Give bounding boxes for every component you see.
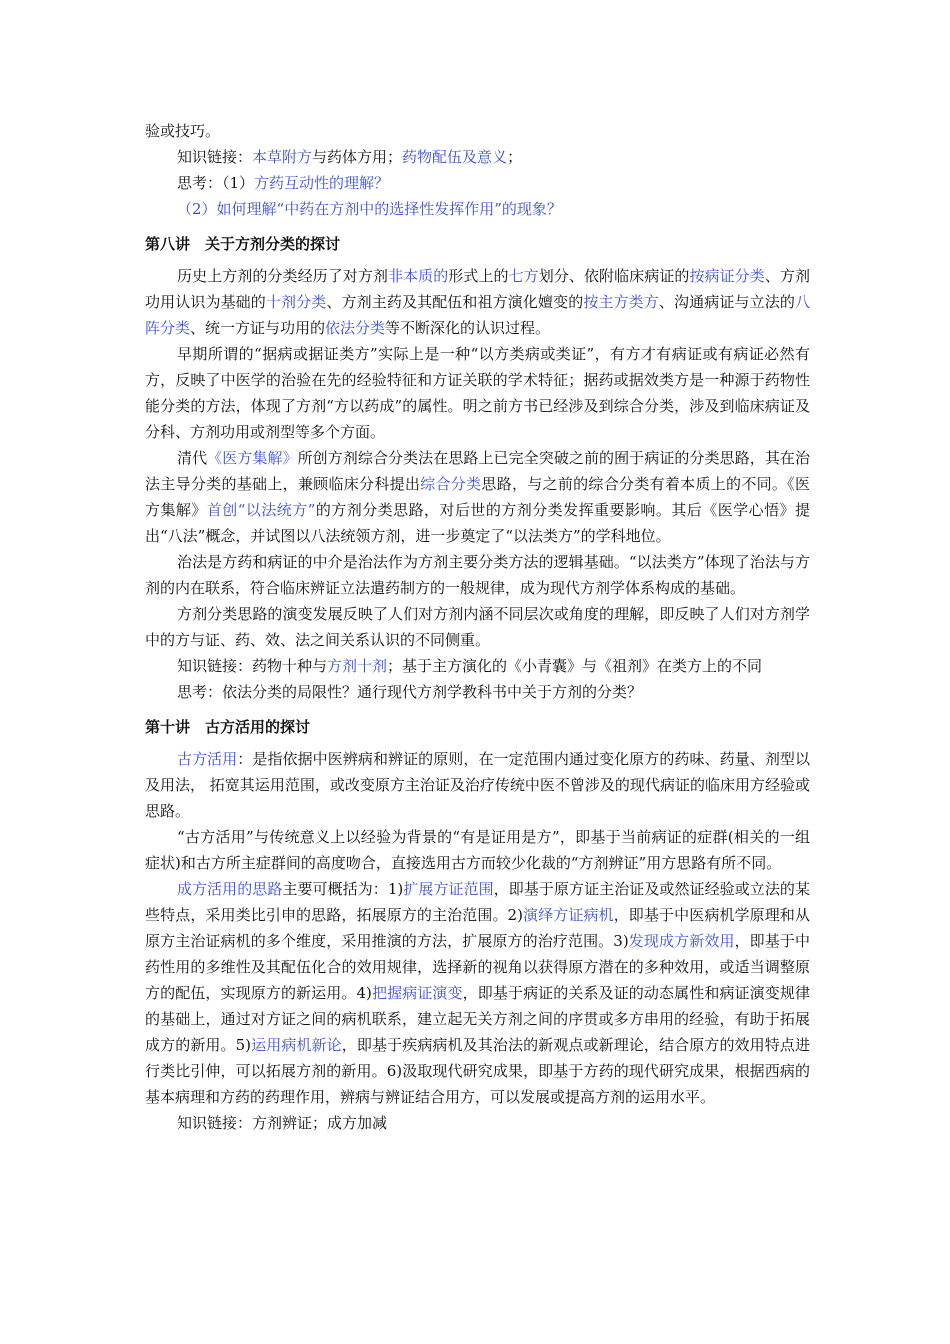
link-fangyao-hudong[interactable]: 方药互动性的理解？ (254, 174, 390, 192)
section-8-knowledge-link (145, 653, 810, 679)
inline-link[interactable]: 十剂分类 (265, 293, 327, 311)
section-10-paragraph-1 (145, 746, 810, 824)
inline-link[interactable]: 首创“以法统方” (206, 501, 316, 519)
section-8-paragraph-3 (145, 445, 810, 549)
paragraph-text: 思路，与之前的综合分类有着本质上的不同。《医方集解》 (145, 475, 810, 519)
paragraph-text: 形式上的 (448, 267, 509, 285)
section-10-title: 第十讲 古方活用的探讨 (145, 718, 311, 736)
paragraph-text: 、方剂功用认识为基础的 (145, 267, 810, 311)
section-8-paragraph-4: 治法是方药和病证的中介是治法作为方剂主要分类方法的逻辑基础。“以法类方”体现了治法与方剂的内在联系，符合临床辨证立法遣药制方的一般规律，成为现代方剂学体系构成的基础。 (145, 553, 810, 597)
paragraph-text: 划分、依附临床病证的 (538, 267, 690, 285)
section-8-paragraph-5: 方剂分类思路的演变发展反映了人们对方剂内涵不同层次或角度的理解，即反映了人们对方剂学中的方与证、药、效、法之间关系认识的不同侧重。 (145, 605, 810, 649)
section-8-paragraph-2: 早期所谓的“据病或据证类方”实际上是一种“以方类病或类证”，有方才有病证或有病证必然有方，反映了中医学的治验在先的经验特征和方证关联的学术特征；据药或据效类方是一种源于药物性能分类的方法，体现了方剂“方以药成”的属性。明之前方书已经涉及到综合分类，涉及到临床病证及分科、方剂功用或剂型等多个方面。 (145, 345, 810, 441)
inline-link[interactable]: 《医方集解》 (207, 449, 298, 467)
inline-link[interactable]: 成方活用的思路 (177, 880, 283, 898)
document-page (145, 118, 810, 1136)
knowledge-link-label: 知识链接： (177, 148, 253, 166)
paragraph-text: 、沟通病证与立法的 (658, 293, 795, 311)
section-10-knowledge-link: 知识链接：方剂辨证；成方加减 (177, 1114, 388, 1132)
continued-text: 验或技巧。 (145, 122, 221, 140)
inline-link[interactable]: 方剂十剂 (327, 657, 388, 675)
section-8-title: 第八讲 关于方剂分类的探讨 (145, 235, 341, 253)
inline-link[interactable]: 把握病证演变 (371, 984, 463, 1002)
think-line (145, 170, 810, 196)
paragraph-text: 历史上方剂的分类经历了对方剂 (177, 267, 388, 285)
link-gufang-huoyong[interactable]: 古方活用 (177, 750, 238, 768)
paragraph-text: 清代 (177, 449, 208, 467)
think-question-2[interactable]: （2）如何理解“中药在方剂中的选择性发挥作用”的现象？ (177, 200, 562, 218)
paragraph-text: 、方剂主药及其配伍和祖方演化嬗变的 (326, 293, 584, 311)
paragraph-text: ：是指依据中医辨病和辨证的原则，在一定范围内通过变化原方的药味、药量、剂型以及用法， 拓宽其运用范围，或改变原方主治证及治疗传统中医不曾涉及的现代病证的临床用方经验或思路。 (145, 750, 810, 820)
inline-link[interactable]: 按主方类方 (583, 293, 659, 311)
section-10-paragraph-2: “古方活用”与传统意义上以经验为背景的“有是证用是方”，即基于当前病证的症群(相关的一组症状)和古方所主症群间的高度吻合，直接选用古方而较少化裁的“方剂辨证”用方思路有所不同。 (145, 828, 810, 872)
paragraph-text: 等不断深化的认识过程。 (385, 319, 551, 337)
inline-link[interactable]: 非本质的 (388, 267, 449, 285)
paragraph-text: ，即基于病证的关系及证的动态属性和病证演变规律的基础上，通过对方证之间的病机联系，建立起无关方剂之间的序贯或多方串用的经验，有助于拓展成方的新用。5) (145, 984, 810, 1054)
paragraph-text: ；基于主方演化的《小青囊》与《祖剂》在类方上的不同 (387, 657, 763, 675)
think-label: 思考：（1） (177, 174, 255, 192)
paragraph-text: 知识链接：药物十种与 (177, 657, 328, 675)
inline-link[interactable]: 演绎方证病机 (522, 906, 614, 924)
paragraph-text: ，即基于中药性用的多维性及其配伍化合的效用规律，选择新的视角以获得原方潜在的多种效用，或适当调整原方的配伍，实现原方的新运用。4) (145, 932, 810, 1002)
paragraph-text: 所创方剂综合分类法在思路上已完全突破之前的囿于病证的分类思路，其在治法主导分类的基础上，兼顾临床分科提出 (145, 449, 810, 493)
inline-link[interactable]: 八阵分类 (145, 293, 810, 337)
section-8-paragraph-1 (145, 263, 810, 341)
inline-link[interactable]: 依法分类 (325, 319, 386, 337)
paragraph-text: 的方剂分类思路，对后世的方剂分类发挥重要影响。其后《医学心悟》提出“八法”概念，并试图以八法统领方剂，进一步奠定了“以法类方”的学科地位。 (145, 501, 810, 545)
paragraph-text: ，即基于原方证主治证及或然证经验或立法的某些特点，采用类比引申的思路，拓展原方的主治范围。2) (145, 880, 810, 924)
inline-link[interactable]: 运用病机新论 (251, 1036, 342, 1054)
inline-link[interactable]: 七方 (508, 267, 539, 285)
inline-link[interactable]: 按病证分类 (689, 267, 765, 285)
section-8-think: 思考：依法分类的局限性？通行现代方剂学教科书中关于方剂的分类？ (177, 683, 643, 701)
inline-link[interactable]: 综合分类 (420, 475, 482, 493)
paragraph-text: ，即基于疾病病机及其治法的新观点或新理论，结合原方的效用特点进行类比引伸，可以拓展方剂的新用。6)汲取现代研究成果，即基于方药的现代研究成果，根据西病的基本病理和方药的药理作用，辨病与辨证结合用方，可以发展或提高方剂的运用水平。 (145, 1036, 810, 1106)
paragraph-text: 、统一方证与功用的 (190, 319, 326, 337)
knowledge-link-line (145, 144, 810, 170)
link-yaowu-peiwu[interactable]: 药物配伍及意义 (402, 148, 508, 166)
section-10-paragraph-3 (145, 876, 810, 1110)
paragraph-text: ，即基于中医病机学原理和从原方主治证病机的多个维度，采用推演的方法，扩展原方的治疗范围。3) (145, 906, 810, 950)
knowledge-link-text: 与药体方用； (312, 148, 403, 166)
paragraph-text: 主要可概括为：1) (282, 880, 404, 898)
knowledge-link-punct: ； (507, 148, 523, 166)
inline-link[interactable]: 扩展方证范围 (403, 880, 494, 898)
inline-link[interactable]: 发现成方新效用 (628, 932, 735, 950)
link-bencao-fufang[interactable]: 本草附方 (252, 148, 313, 166)
